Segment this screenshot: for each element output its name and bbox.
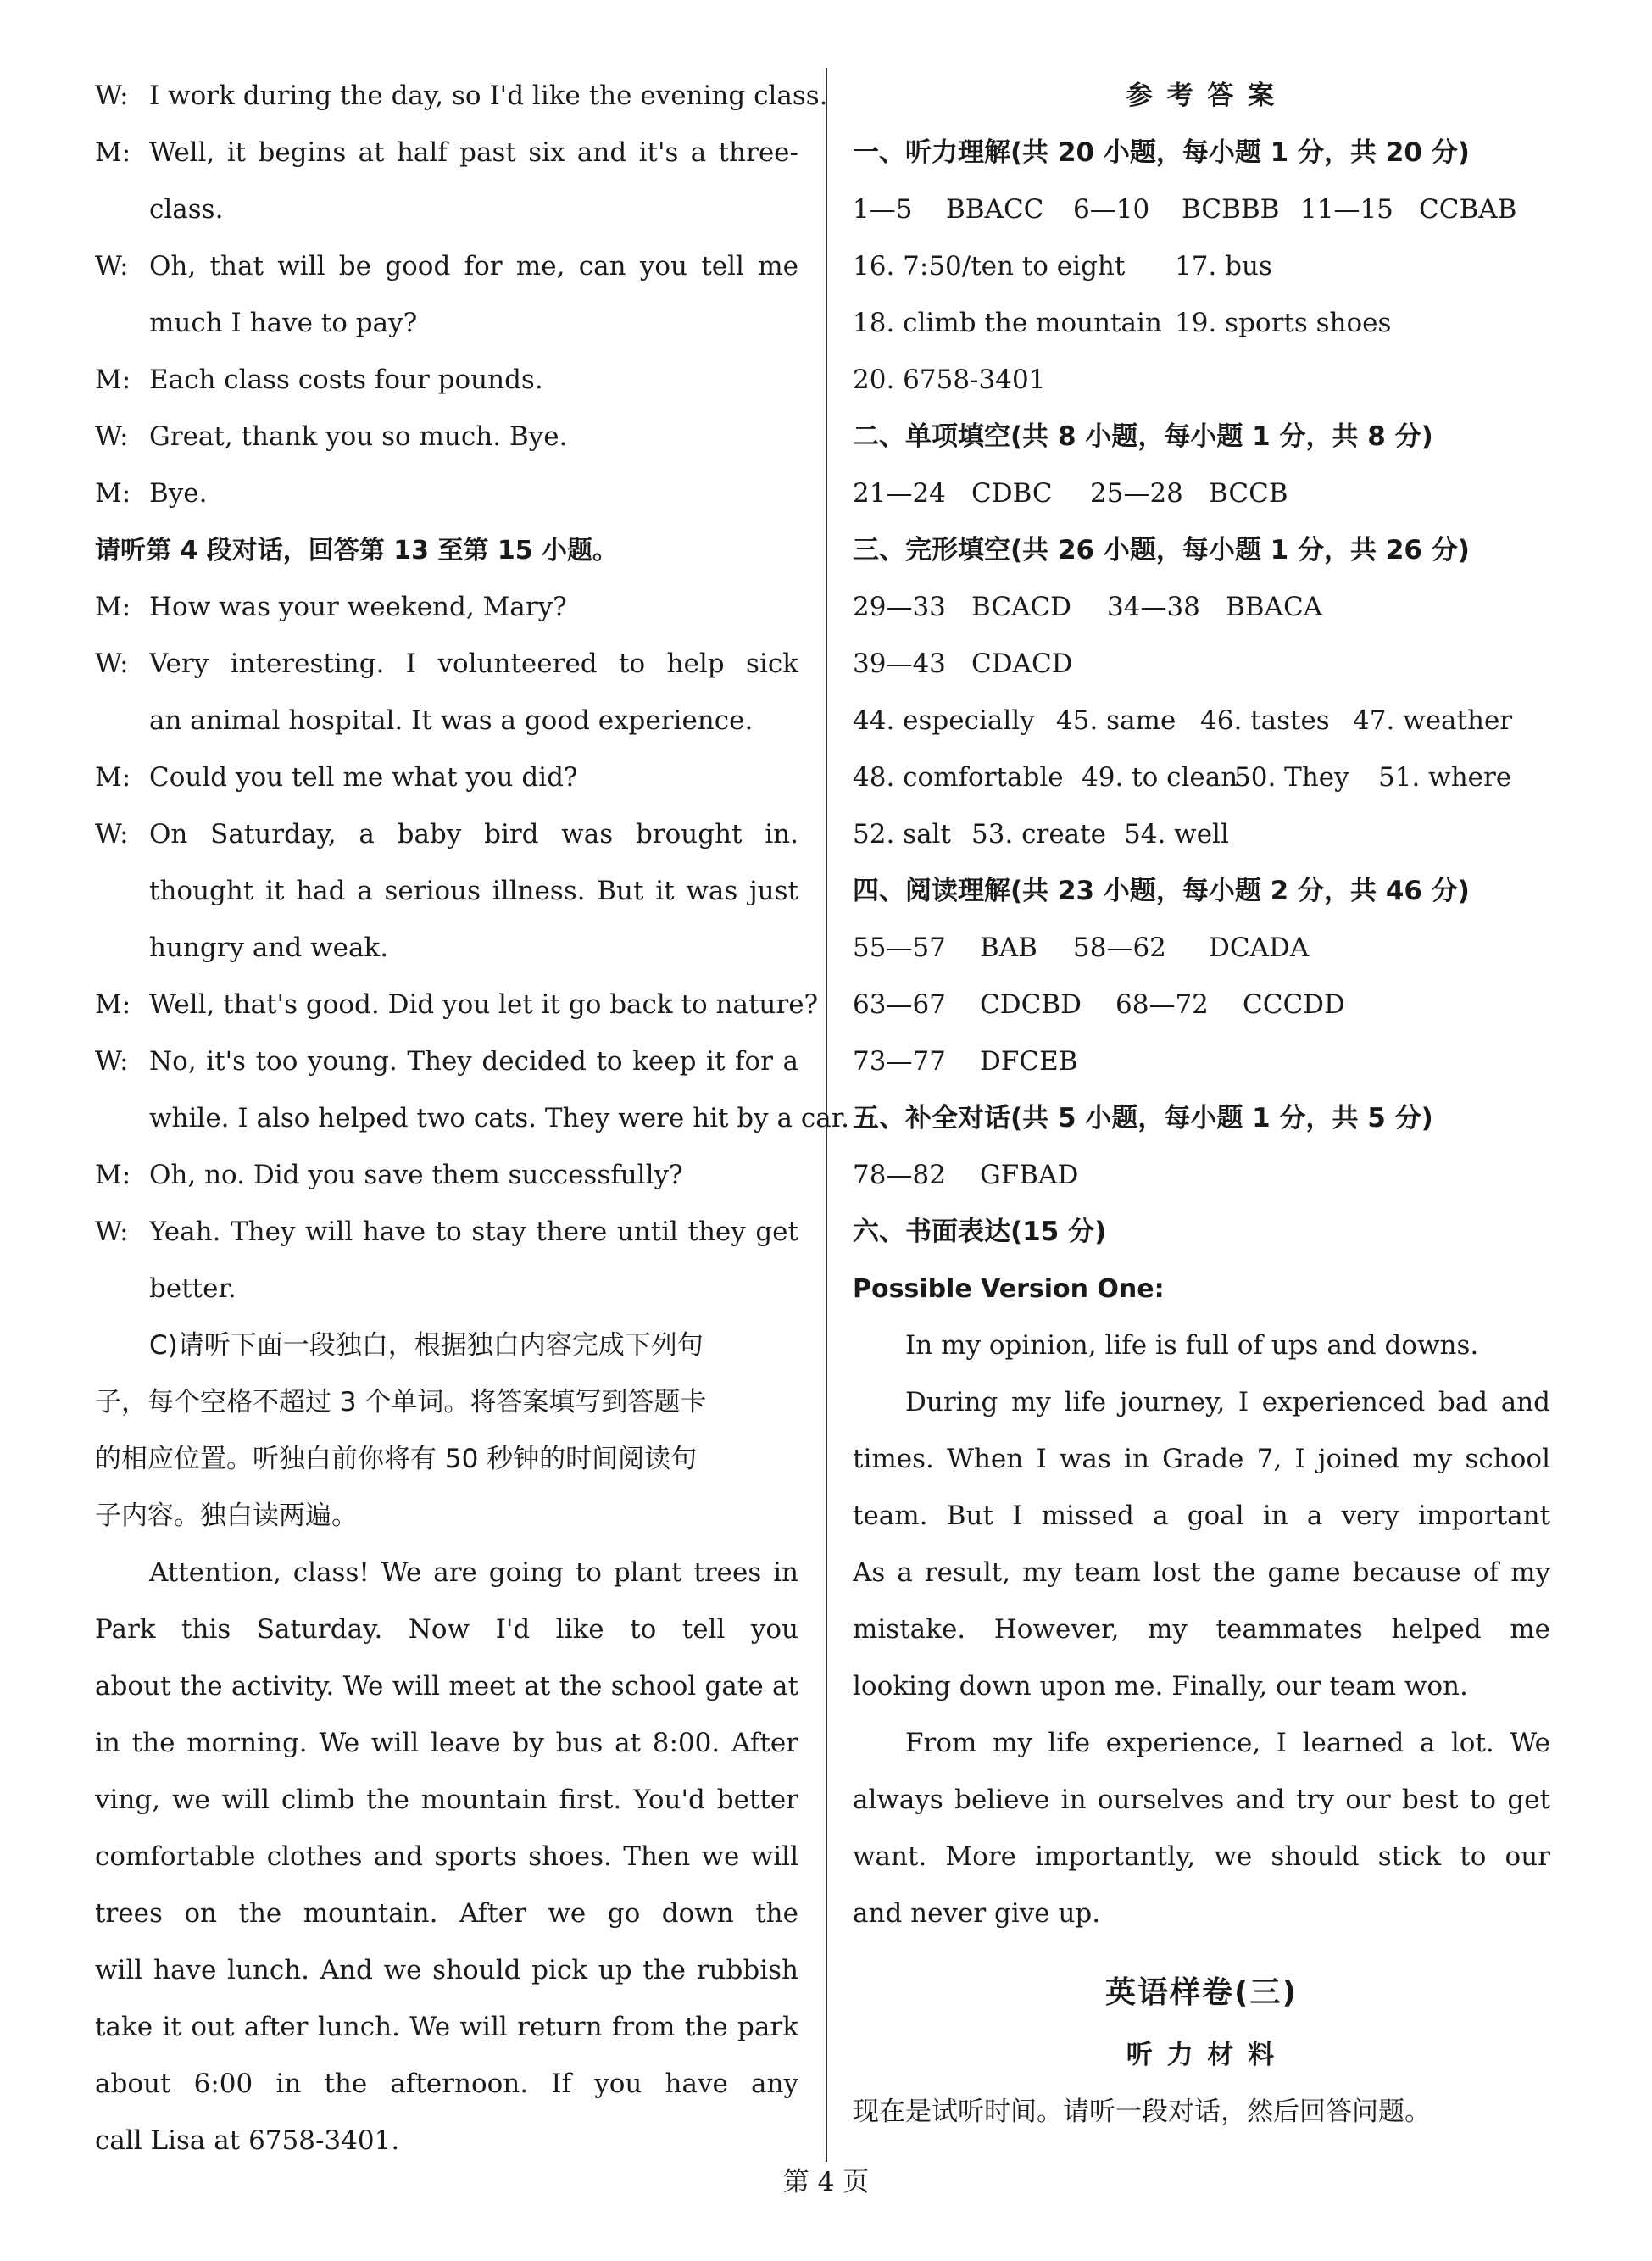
instruction-line: C)请听下面一段独白，根据独白内容完成下列句 xyxy=(149,1330,704,1361)
dialogue-line: W: Yeah. They will have to stay there until they get xyxy=(95,1217,798,1247)
section-heading: 四、阅读理解(共 23 小题，每小题 2 分，共 46 分) xyxy=(853,876,1470,906)
sample-essay xyxy=(853,1317,1550,1942)
monologue-line: about the activity. We will meet at the school gate at xyxy=(95,1671,798,1701)
answer-line: 16. 7:50/ten to eight 17. bus xyxy=(853,251,1272,281)
left-column xyxy=(95,68,849,2169)
section-heading: 二、单项填空(共 8 小题，每小题 1 分，共 8 分) xyxy=(853,421,1433,452)
sample-paper-title: 英语样卷(三) xyxy=(1105,1975,1298,2010)
dialogue-line: better. xyxy=(149,1273,236,1304)
dialogue-line: W: No, it's too young. They decided to keep it for a xyxy=(95,1046,798,1077)
answer-line: 1—5 BBACC 6—10 BCBBB 11—15 CCBAB xyxy=(853,194,1517,225)
answer-line: 21—24 CDBC 25—28 BCCB xyxy=(853,478,1288,509)
instruction-line: 子，每个空格不超过 3 个单词。将答案填写到答题卡 xyxy=(95,1387,707,1417)
dialogue-line: hungry and weak. xyxy=(149,933,389,963)
essay-line: times. When I was in Grade 7, I joined my school xyxy=(853,1444,1550,1474)
dialogue-line: M: Could you tell me what you did? xyxy=(95,762,578,793)
essay-line: As a result, my team lost the game because of my xyxy=(853,1557,1550,1588)
essay-line: want. More importantly, we should stick to our xyxy=(853,1841,1550,1872)
dialogue-line: thought it had a serious illness. But it was just xyxy=(149,876,798,906)
answer-line: 29—33 BCACD 34—38 BBACA xyxy=(853,592,1323,622)
monologue-line: comfortable clothes and sports shoes. Then we will xyxy=(95,1841,798,1872)
monologue-line: trees on the mountain. After we go down the xyxy=(95,1898,798,1929)
dialogue-line: M: Well, it begins at half past six and it's a three- xyxy=(95,137,798,168)
page-number: 第 4 页 xyxy=(782,2167,870,2197)
instruction-line: 子内容。独白读两遍。 xyxy=(95,1501,358,1531)
answer-line: 73—77 DFCEB xyxy=(853,1046,1078,1077)
monologue-line: take it out after lunch. We will return from the park xyxy=(95,2012,798,2042)
dialogue-line: an animal hospital. It was a good experience. xyxy=(149,705,754,736)
instruction-dialogue-4: 请听第 4 段对话，回答第 13 至第 15 小题。 xyxy=(95,536,619,565)
monologue-line: Attention, class! We are going to plant trees in xyxy=(149,1557,798,1588)
dialogue-3 xyxy=(95,68,828,522)
section-heading: 六、书面表达(15 分) xyxy=(853,1217,1107,1247)
dialogue-line: M: Oh, no. Did you save them successfully? xyxy=(95,1160,683,1190)
answer-line: 63—67 CDCBD 68—72 CCCDD xyxy=(853,989,1345,1020)
essay-line: From my life experience, I learned a lot. We xyxy=(905,1728,1550,1758)
answer-line: 20. 6758-3401 xyxy=(853,365,1046,395)
monologue-line: will have lunch. And we should pick up the rubbish xyxy=(95,1955,798,1985)
answer-line: 78—82 GFBAD xyxy=(853,1160,1079,1190)
section-heading: 三、完形填空(共 26 小题，每小题 1 分，共 26 分) xyxy=(853,535,1470,565)
answer-line: 18. climb the mountain 19. sports shoes xyxy=(853,308,1392,338)
dialogue-line: class. xyxy=(149,194,224,225)
dialogue-line: W: On Saturday, a baby bird was brought in. xyxy=(95,819,798,849)
answer-line: 48. comfortable 49. to clean50. They 51. where xyxy=(853,762,1512,793)
right-column xyxy=(853,68,1550,2141)
section-heading: 五、补全对话(共 5 小题，每小题 1 分，共 5 分) xyxy=(853,1103,1433,1133)
monologue-line: in the morning. We will leave by bus at 8:00. After xyxy=(95,1728,798,1758)
listening-material-title: 听 力 材 料 xyxy=(1126,2040,1277,2070)
dialogue-line: while. I also helped two cats. They were hit by a car. xyxy=(149,1103,849,1133)
dialogue-line: M: Bye. xyxy=(95,478,208,509)
dialogue-line: much I have to pay? xyxy=(149,308,418,338)
monologue-line: call Lisa at 6758-3401. xyxy=(95,2125,400,2156)
dialogue-line: W: Oh, that will be good for me, can you tell me xyxy=(95,251,798,281)
essay-line: During my life journey, I experienced bad and xyxy=(905,1387,1550,1417)
answer-key-title: 参 考 答 案 xyxy=(1126,81,1277,111)
dialogue-line: M: Well, that's good. Did you let it go back to nature? xyxy=(95,989,819,1020)
answer-line: 55—57 BAB 58—62 DCADA xyxy=(853,933,1310,963)
dialogue-line: M: Each class costs four pounds. xyxy=(95,365,543,395)
possible-version-label: Possible Version One: xyxy=(853,1274,1165,1304)
answer-line: 52. salt 53. create 54. well xyxy=(853,819,1229,849)
answer-line: 39—43 CDACD xyxy=(853,649,1073,679)
essay-line: team. But I missed a goal in a very important xyxy=(853,1501,1550,1531)
dialogue-line: W: Very interesting. I volunteered to help sick xyxy=(95,649,798,679)
dialogue-line: W: I work during the day, so I'd like the evening class. xyxy=(95,81,828,111)
answer-line: 44. especially 45. same 46. tastes 47. weather xyxy=(853,705,1513,736)
essay-line: looking down upon me. Finally, our team won. xyxy=(853,1671,1468,1701)
monologue xyxy=(95,1545,798,2169)
monologue-line: ving, we will climb the mountain first. You'd better xyxy=(95,1785,798,1815)
essay-line: mistake. However, my teammates helped me xyxy=(853,1614,1550,1645)
section-heading: 一、听力理解(共 20 小题，每小题 1 分，共 20 分) xyxy=(853,137,1470,168)
essay-line: always believe in ourselves and try our best to get xyxy=(853,1785,1550,1815)
essay-line: In my opinion, life is full of ups and downs. xyxy=(905,1330,1479,1361)
essay-line: and never give up. xyxy=(853,1898,1101,1929)
dialogue-line: W: Great, thank you so much. Bye. xyxy=(95,421,568,452)
monologue-line: about 6:00 in the afternoon. If you have any xyxy=(95,2069,798,2099)
monologue-line: Park this Saturday. Now I'd like to tell you xyxy=(95,1614,798,1645)
dialogue-4 xyxy=(95,579,849,1317)
section-c-instructions xyxy=(95,1317,798,1545)
listening-intro: 现在是试听时间。请听一段对话，然后回答问题。 xyxy=(853,2097,1431,2127)
instruction-line: 的相应位置。听独白前你将有 50 秒钟的时间阅读句 xyxy=(95,1444,698,1474)
dialogue-line: M: How was your weekend, Mary? xyxy=(95,592,567,622)
